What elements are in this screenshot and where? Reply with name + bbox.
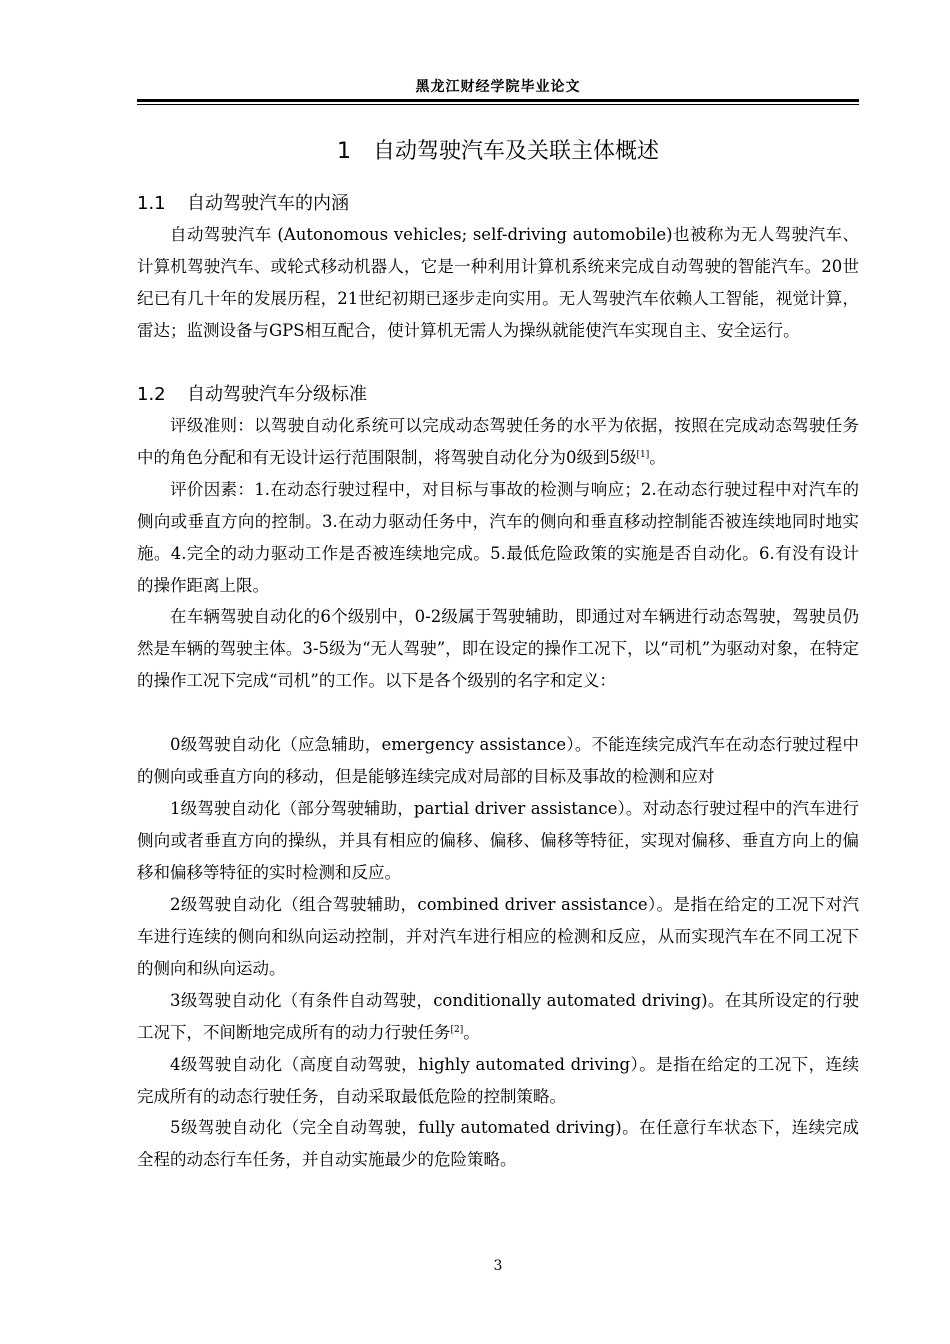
section-heading-1-2: [137, 380, 859, 406]
section-title-text: 自动驾驶汽车的内涵: [187, 193, 349, 214]
chapter-title: [137, 134, 859, 165]
header-rule-thick: [137, 99, 859, 102]
paragraph-end: 。: [649, 448, 666, 467]
chapter-number: 1: [336, 139, 351, 164]
page-number: 3: [493, 1258, 503, 1274]
section-title-text: 自动驾驶汽车分级标准: [187, 384, 367, 405]
paragraph-level-2: 2级驾驶自动化（组合驾驶辅助，combined driver assistance）。是指在给定的工况下对汽车进行连续的侧向和纵向运动控制，并对汽车进行相应的检测和反应，从而实现汽车在不同工况下的侧向和纵向运动。: [137, 895, 859, 978]
citation-ref: [2]: [450, 1025, 464, 1035]
section-number: 1.1: [137, 193, 166, 214]
chapter-title-text: 自动驾驶汽车及关联主体概述: [372, 139, 659, 164]
header-rule-thin: [137, 104, 859, 105]
paragraph-text: 评级准则：以驾驶自动化系统可以完成动态驾驶任务的水平为依据，按照在完成动态驾驶任务中的角色分配和有无设计运行范围限制，将驾驶自动化分为0级到5级: [137, 416, 859, 467]
paragraph-rating-criteria: [137, 410, 859, 474]
paragraph-definition: 自动驾驶汽车 (Autonomous vehicles; self-driving automobile)也被称为无人驾驶汽车、计算机驾驶汽车、或轮式移动机器人，它是一种利用计算机系统来完成自动驾驶的智能汽车。20世纪已有几十年的发展历程，21世纪初期已逐步走向实用。无人驾驶汽车依赖人工智能，视觉计算，雷达；监测设备与GPS相互配合，使计算机无需人为操纵就能使汽车实现自主、安全运行。: [137, 225, 859, 340]
paragraph-evaluation-factors: 评价因素：1.在动态行驶过程中，对目标与事故的检测与响应；2.在动态行驶过程中对汽车的侧向或垂直方向的控制。3.在动力驱动任务中，汽车的侧向和垂直移动控制能否被连续地同时地实施。4.完全的动力驱动工作是否被连续地完成。5.最低危险政策的实施是否自动化。6.有没有设计的操作距离上限。: [137, 480, 859, 595]
section-heading-1-1: [137, 189, 859, 215]
paragraph-level-1: 1级驾驶自动化（部分驾驶辅助，partial driver assistance）。对动态行驶过程中的汽车进行侧向或者垂直方向的操纵，并具有相应的偏移、偏移、偏移等特征，实现对偏移、垂直方向上的偏移和偏移等特征的实时检测和反应。: [137, 799, 859, 882]
paragraph-end: 。: [463, 1023, 480, 1042]
section-number: 1.2: [137, 384, 166, 405]
paragraph-level-3: [137, 985, 859, 1049]
paragraph-level-5: 5级驾驶自动化（完全自动驾驶，fully automated driving)。在任意行车状态下，连续完成全程的动态行车任务，并自动实施最少的危险策略。: [137, 1118, 859, 1169]
paragraph-text: 3级驾驶自动化（有条件自动驾驶，conditionally automated driving)。在其所设定的行驶工况下，不间断地完成所有的动力行驶任务: [137, 991, 859, 1042]
citation-ref: [1]: [636, 450, 650, 460]
running-header: 黑龙江财经学院毕业论文: [415, 79, 581, 95]
paragraph-level-4: 4级驾驶自动化（高度自动驾驶，highly automated driving）。是指在给定的工况下，连续完成所有的动态行驶任务，自动采取最低危险的控制策略。: [137, 1055, 859, 1106]
paragraph-levels-overview: 在车辆驾驶自动化的6个级别中，0-2级属于驾驶辅助，即通过对车辆进行动态驾驶，驾驶员仍然是车辆的驾驶主体。3-5级为“无人驾驶”，即在设定的操作工况下，以“司机”为驱动对象，在特定的操作工况下完成“司机”的工作。以下是各个级别的名字和定义：: [137, 607, 859, 690]
paragraph-level-0: 0级驾驶自动化（应急辅助，emergency assistance）。不能连续完成汽车在动态行驶过程中的侧向或垂直方向的移动，但是能够连续完成对局部的目标及事故的检测和应对: [137, 735, 859, 786]
